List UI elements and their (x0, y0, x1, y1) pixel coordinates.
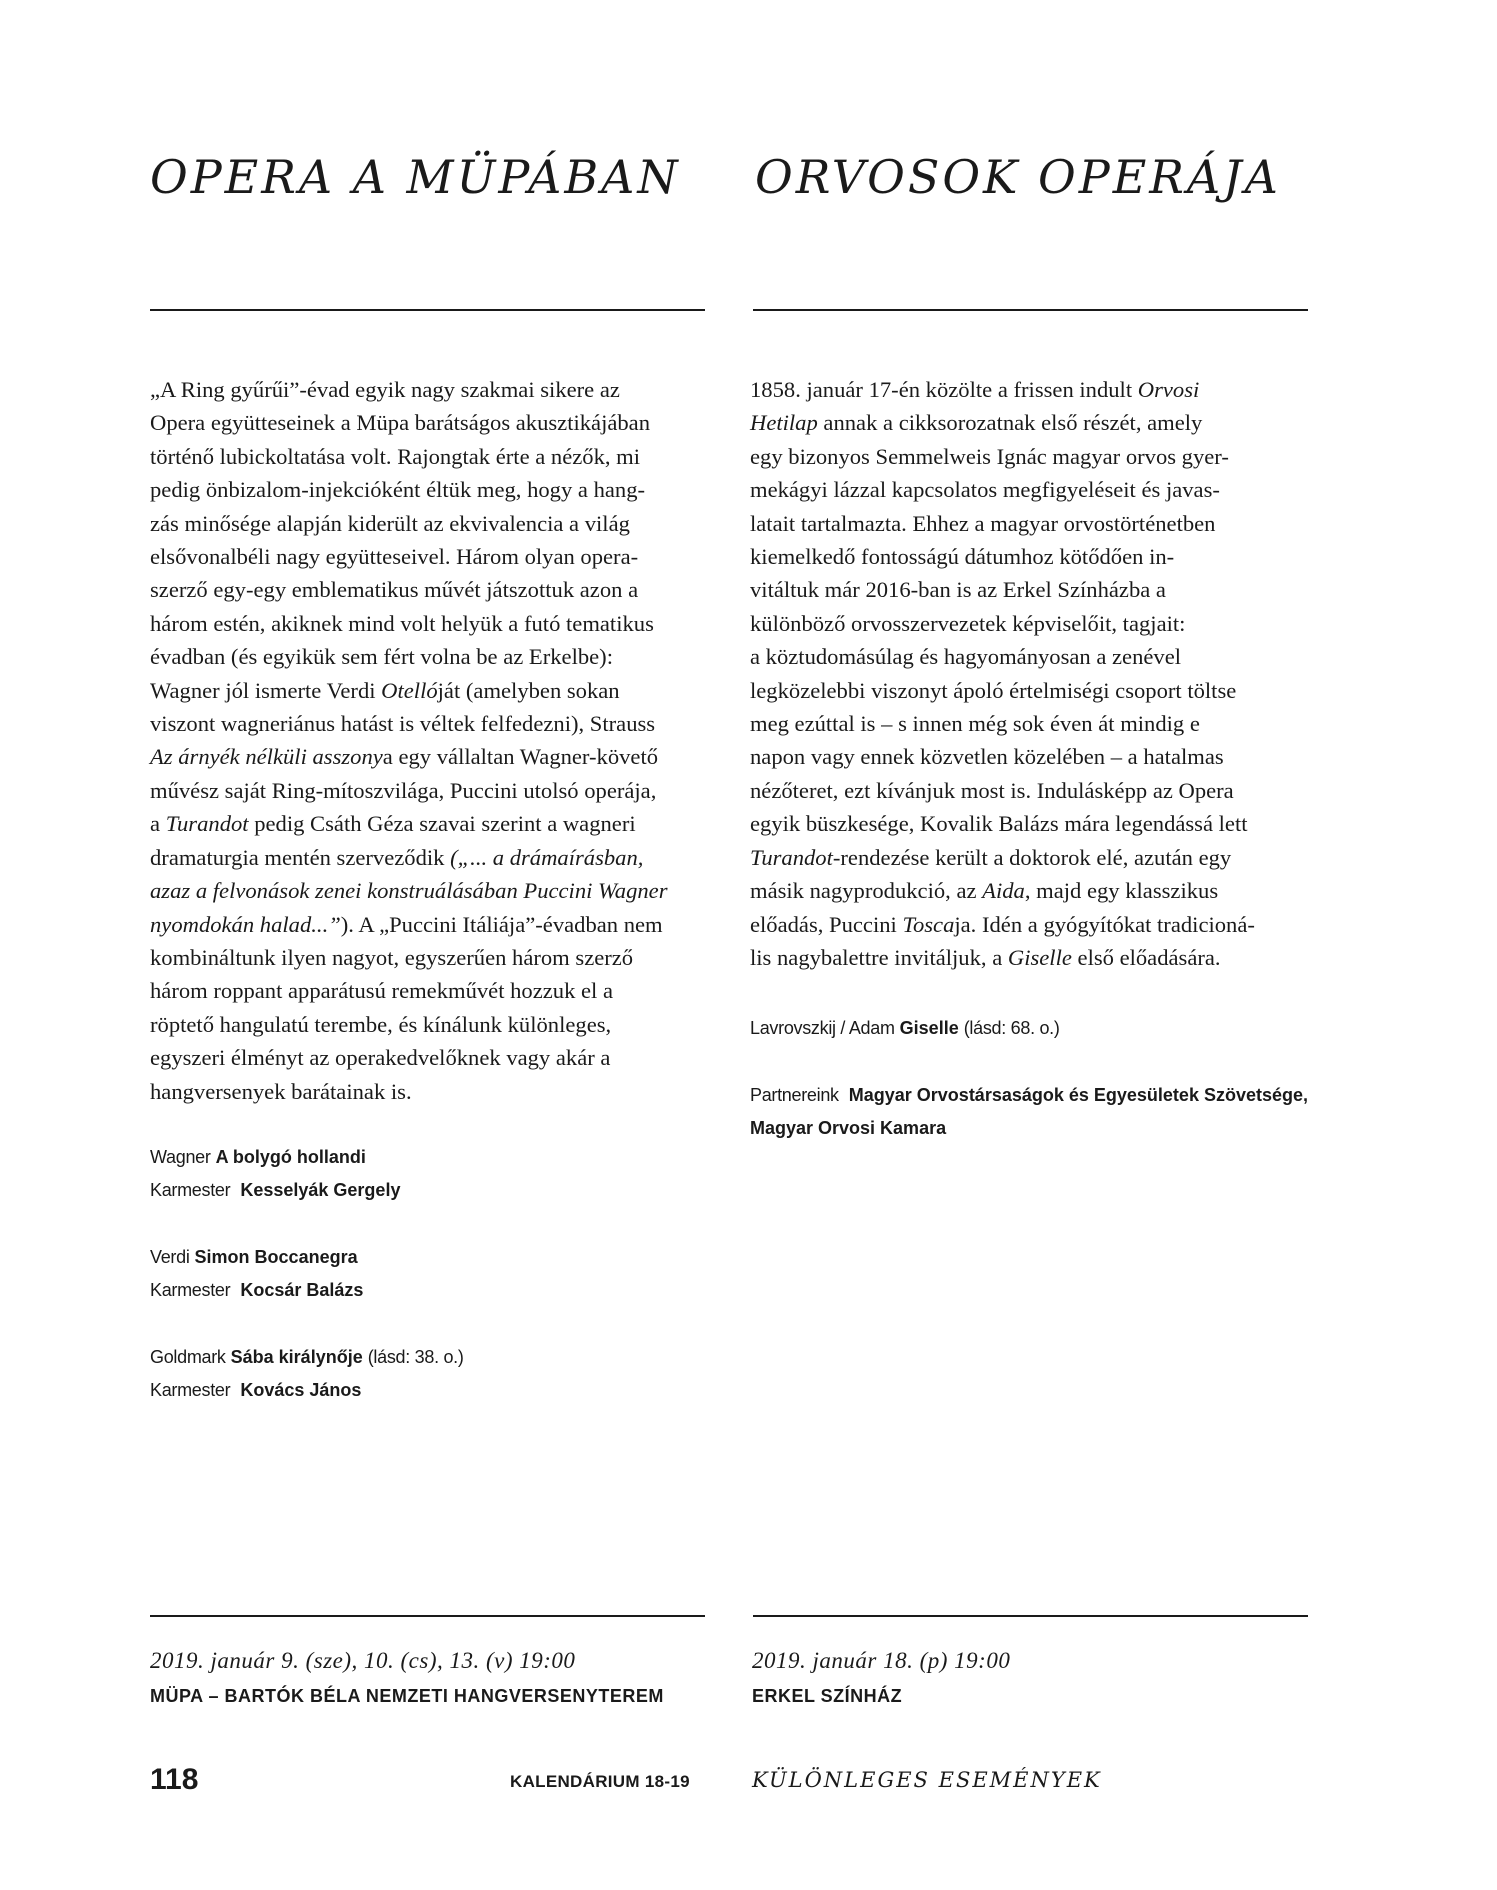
body-line: latait tartalmazta. Ehhez a magyar orvostörténetben (750, 510, 1216, 536)
body-line: egy bizonyos Semmelweis Ignác magyar orvos gyer- (750, 443, 1229, 469)
body-line: a Turandot pedig Csáth Géza szavai szerint a wagneri (150, 811, 636, 837)
left-production-1 (150, 1141, 400, 1207)
body-line: lis nagybalettre invitáljuk, a Giselle első előadására. (750, 944, 1221, 970)
left-production-2 (150, 1241, 363, 1307)
composer: Lavrovszkij / Adam (750, 1018, 895, 1038)
body-line: egyszeri élményt az operakedvelőknek vagy akár a (150, 1045, 611, 1071)
footer-section: KÜLÖNLEGES ESEMÉNYEK (752, 1768, 1102, 1792)
conductor-label: Karmester (150, 1180, 231, 1200)
italic-segment: Giselle (1007, 944, 1072, 970)
partners-label: Partnereink (750, 1085, 839, 1105)
body-line: különböző orvosszervezetek képviselőit, tagjait: (750, 610, 1186, 636)
right-title: ORVOSOK OPERÁJA (755, 150, 1281, 204)
body-line: történő lubickoltatása volt. Rajongtak érte a nézők, mi (150, 443, 641, 469)
right-top-rule (753, 309, 1308, 311)
body-line: meg ezúttal is – s innen még sok éven át mindig e (750, 711, 1200, 737)
body-line: kiemelkedő fontosságú dátumhoz kötődően in- (750, 544, 1175, 570)
left-venue: MÜPA – BARTÓK BÉLA NEMZETI HANGVERSENYTEREM (150, 1686, 664, 1706)
body-line: egyik büszkesége, Kovalik Balázs mára legendássá lett (750, 811, 1248, 837)
italic-segment: („... a drámaírásban, (450, 844, 644, 870)
right-venue: ERKEL SZÍNHÁZ (752, 1686, 903, 1706)
page-reference: (lásd: 38. o.) (367, 1347, 464, 1367)
right-bottom-rule (753, 1615, 1308, 1617)
body-line: a köztudomásúlag és hagyományosan a zenével (750, 644, 1182, 670)
left-bottom-rule (150, 1615, 705, 1617)
body-line: három roppant apparátusú remekművét hozzuk el a (150, 978, 613, 1004)
body-line: Opera együtteseinek a Müpa barátságos akusztikájában (150, 410, 651, 436)
body-line: vitáltuk már 2016-ban is az Erkel Színházba a (750, 577, 1166, 603)
left-body-text (150, 373, 705, 1108)
right-date: 2019. január 18. (p) 19:00 (752, 1648, 1011, 1673)
partners-line-1: Magyar Orvostársaságok és Egyesületek Szövetsége, (848, 1085, 1308, 1105)
body-line: zás minősége alapján kiderült az ekvivalencia a világ (150, 510, 630, 536)
italic-segment: Aida (982, 878, 1025, 904)
italic-segment: nyomdokán halad...” (150, 911, 341, 937)
body-line: nyomdokán halad...”). A „Puccini Itáliája”-évadban nem (150, 911, 663, 937)
body-line: évadban (és egyikük sem fért volna be az Erkelbe): (150, 644, 613, 670)
italic-segment: Orvosi (1137, 377, 1200, 402)
body-line: szerző egy-egy emblematikus művét játszottuk azon a (150, 577, 639, 603)
conductor-label: Karmester (150, 1380, 231, 1400)
body-line: 1858. január 17-én közölte a frissen indult Orvosi (750, 377, 1200, 402)
conductor-name: Kocsár Balázs (240, 1280, 364, 1300)
body-line: dramaturgia mentén szerveződik („... a drámaírásban, (150, 844, 644, 870)
body-line: röptető hangulatú terembe, és kínálunk különleges, (150, 1011, 612, 1037)
left-title: OPERA A MÜPÁBAN (150, 150, 681, 204)
right-production (750, 1012, 1060, 1045)
conductor-name: Kovács János (240, 1380, 362, 1400)
body-line: Az árnyék nélküli asszonya egy vállaltan Wagner-követő (150, 744, 659, 770)
italic-segment: Hetilap (750, 410, 818, 436)
body-line: viszont wagneriánus hatást is véltek felfedezni), Strauss (150, 711, 656, 737)
composer: Goldmark (150, 1347, 226, 1367)
work-title: Giselle (899, 1018, 959, 1038)
body-line: hangversenyek barátainak is. (150, 1078, 412, 1104)
work-title: Sába királynője (230, 1347, 363, 1367)
body-line (150, 874, 705, 907)
conductor-label: Karmester (150, 1280, 231, 1300)
composer: Verdi (150, 1247, 190, 1267)
body-line: Wagner jól ismerte Verdi Otellóját (amelyben sokan (150, 677, 620, 703)
work-title: Simon Boccanegra (194, 1247, 358, 1267)
body-line: napon vagy ennek közvetlen közelében – a hatalmas (750, 744, 1224, 770)
footer-series: KALENDÁRIUM 18-19 (510, 1772, 690, 1791)
body-line: másik nagyprodukció, az Aida, majd egy klasszikus (750, 878, 1219, 904)
body-line: mekágyi lázzal kapcsolatos megfigyeléseit és javas- (750, 477, 1220, 503)
page-number: 118 (150, 1763, 199, 1796)
composer: Wagner (150, 1147, 211, 1167)
partners-line-2: Magyar Orvosi Kamara (750, 1118, 947, 1138)
conductor-name: Kesselyák Gergely (240, 1180, 401, 1200)
left-top-rule (150, 309, 705, 311)
italic-segment: Turandot (750, 844, 833, 870)
body-line: Turandot-rendezése került a doktorok elé, azután egy (750, 844, 1232, 870)
body-line: három estén, akiknek mind volt helyük a futó tematikus (150, 610, 654, 636)
body-line: kombináltunk ilyen nagyot, egyszerűen három szerző (150, 944, 634, 970)
italic-segment: Az árnyék nélküli asszony (150, 744, 383, 770)
left-date: 2019. január 9. (sze), 10. (cs), 13. (v) 19:00 (150, 1648, 576, 1673)
body-line: előadás, Puccini Toscaja. Idén a gyógyítókat tradicioná- (750, 911, 1255, 937)
italic-segment: Tosca (902, 911, 955, 937)
right-partners (750, 1079, 1308, 1145)
body-line: Hetilap annak a cikksorozatnak első részét, amely (750, 410, 1203, 436)
page-reference: (lásd: 68. o.) (963, 1018, 1060, 1038)
italic-segment: Otelló (381, 677, 438, 703)
italic-segment: azaz a felvonások zenei konstruálásában Puccini Wagner (150, 878, 668, 904)
left-production-3 (150, 1341, 464, 1407)
body-line: legközelebbi viszonyt ápoló értelmiségi csoport töltse (750, 677, 1237, 703)
body-line: „A Ring gyűrűi”-évad egyik nagy szakmai sikere az (150, 377, 620, 402)
body-line: elsővonalbéli nagy együtteseivel. Három olyan opera- (150, 544, 639, 570)
work-title: A bolygó hollandi (215, 1147, 366, 1167)
right-body-text (750, 373, 1305, 974)
italic-segment: Turandot (165, 811, 249, 837)
body-line: nézőteret, ezt kívánjuk most is. Indulásképp az Opera (750, 777, 1234, 803)
body-line: művész saját Ring-mítoszvilága, Puccini utolsó operája, (150, 777, 657, 803)
body-line: pedig önbizalom-injekcióként éltük meg, hogy a hang- (150, 477, 646, 503)
